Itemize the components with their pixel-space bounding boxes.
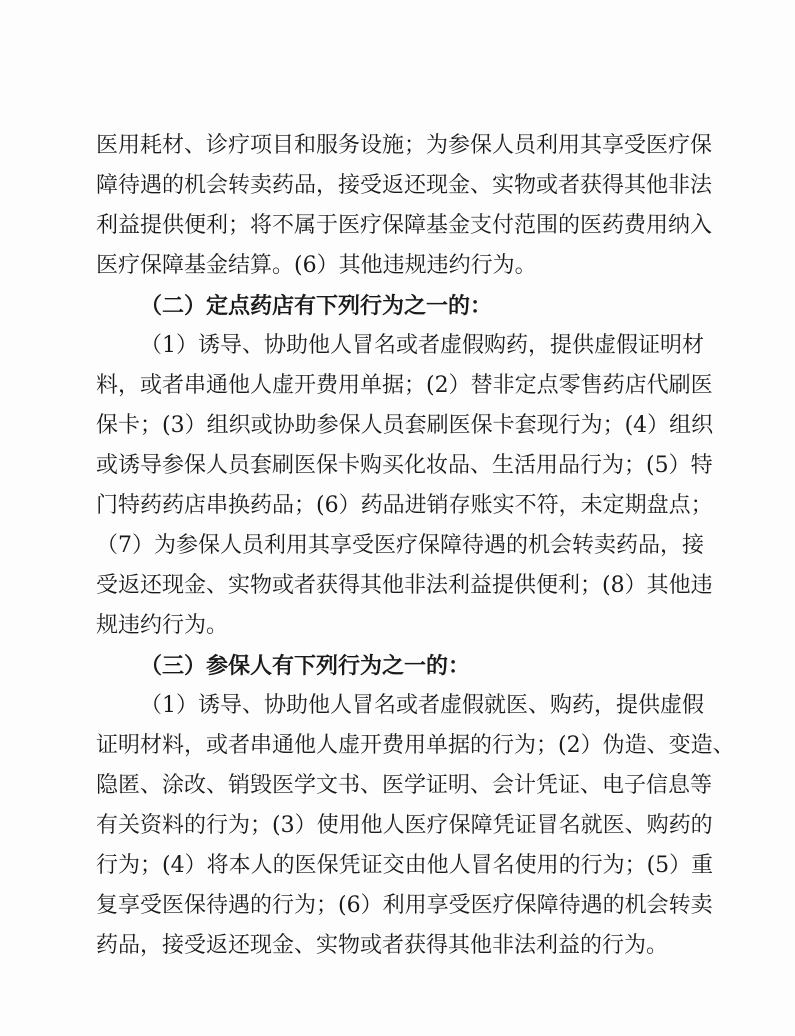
text-line: 医疗保障基金结算。(6）其他违规违约行为。 (96, 253, 537, 278)
text-line: 隐匿、涂改、销毁医学文书、医学证明、会计凭证、电子信息等 (96, 773, 713, 798)
text-line: 受返还现金、实物或者获得其他非法利益提供便利；(8）其他违 (96, 573, 713, 598)
text-line: 有关资料的行为；(3）使用他人医疗保障凭证冒名就医、购药的 (96, 813, 713, 838)
text-line: 或诱导参保人员套刷医保卡购买化妆品、生活用品行为；(5）特 (96, 453, 713, 478)
text-line: 障待遇的机会转卖药品，接受返还现金、实物或者获得其他非法 (96, 173, 713, 198)
text-line: 保卡；(3）组织或协助参保人员套刷医保卡套现行为；(4）组织 (96, 413, 714, 438)
text-line: 复享受医保待遇的行为；(6）利用享受医疗保障待遇的机会转卖 (96, 893, 713, 918)
text-line: （1）诱导、协助他人冒名或者虚假购药，提供虚假证明材 (140, 333, 704, 358)
text-line: 证明材料，或者串通他人虚开费用单据的行为；(2）伪造、变造、 (96, 733, 735, 758)
text-line: 利益提供便利；将不属于医疗保障基金支付范围的医药费用纳入 (96, 213, 713, 238)
text-line: 规违约行为。 (96, 613, 229, 638)
text-line: 行为；(4）将本人的医保凭证交由他人冒名使用的行为；(5）重 (96, 853, 714, 878)
text-line: 医用耗材、诊疗项目和服务设施；为参保人员利用其享受医疗保 (96, 133, 713, 158)
section-heading-3: （三）参保人有下列行为之一的： (140, 653, 471, 679)
section-heading-2: （二）定点药店有下列行为之一的： (140, 293, 493, 319)
text-line: 药品，接受返还现金、实物或者获得其他非法利益的行为。 (96, 933, 669, 958)
text-line: 门特药药店串换药品；(6）药品进销存账实不符，未定期盘点； (96, 493, 713, 518)
text-line: 料，或者串通他人虚开费用单据；(2）替非定点零售药店代刷医 (96, 373, 713, 398)
text-line: （1）诱导、协助他人冒名或者虚假就医、购药，提供虚假 (140, 693, 704, 718)
text-line: （7）为参保人员利用其享受医疗保障待遇的机会转卖药品，接 (96, 533, 704, 558)
